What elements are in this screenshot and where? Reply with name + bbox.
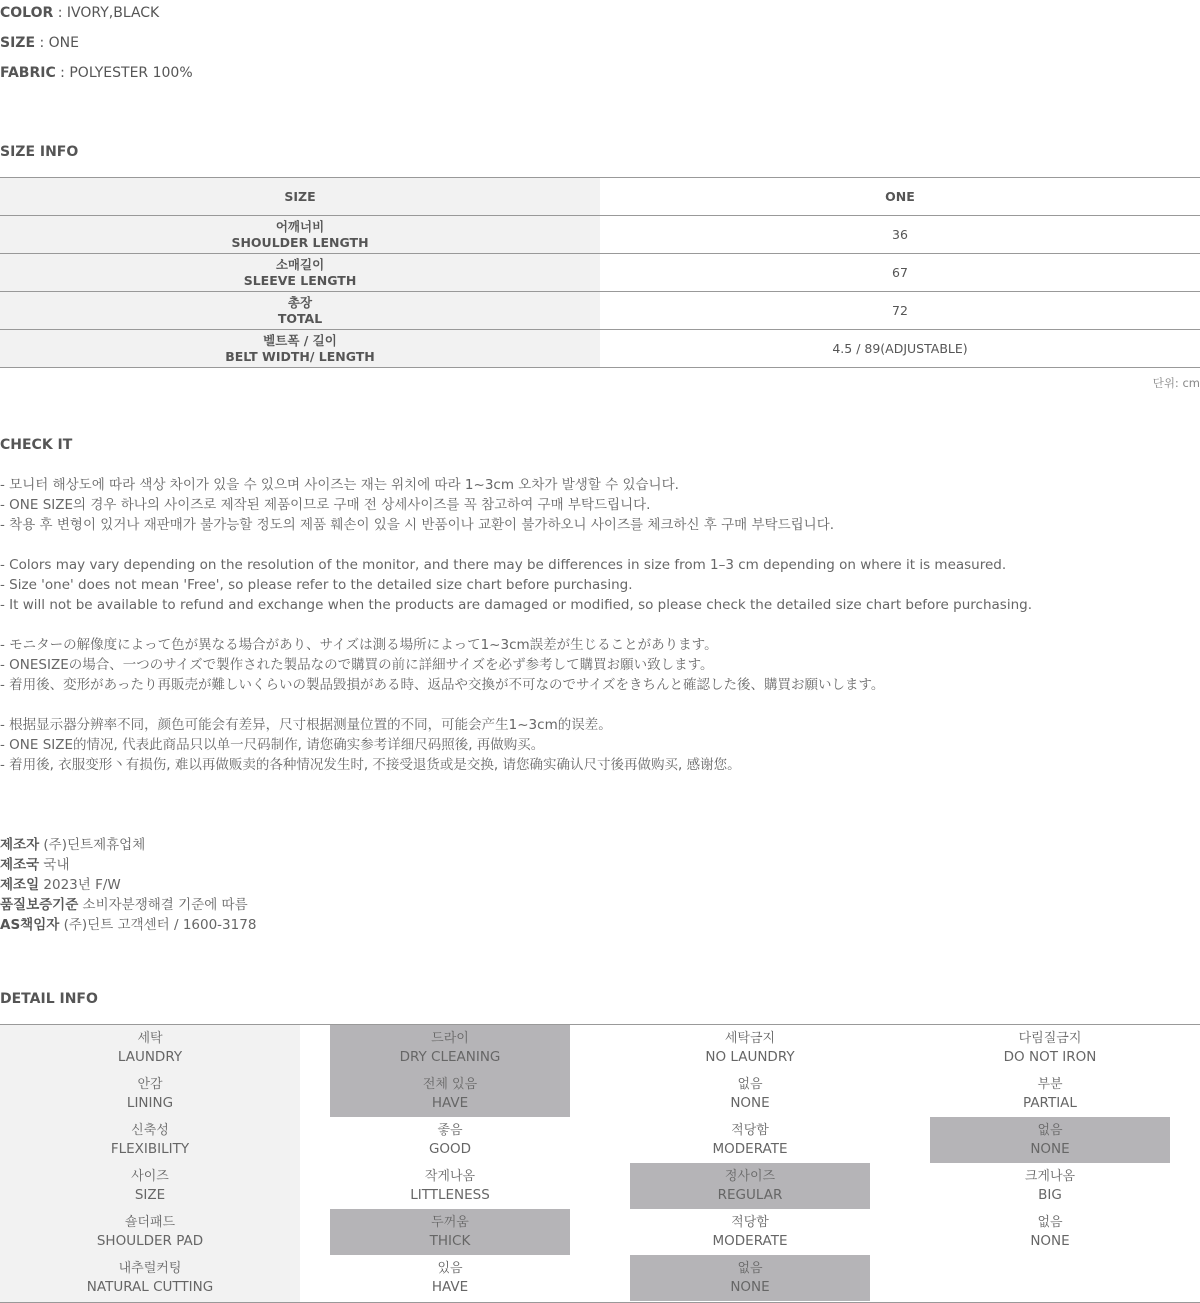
detail-en: MODERATE [712,1233,788,1249]
detail-option [330,1117,570,1163]
detail-ko: 세탁금지 [724,1031,776,1046]
detail-en: LAUNDRY [117,1049,183,1065]
maker-info [0,835,256,935]
maker-value: 소비자분쟁해결 기준에 따름 [78,897,248,913]
detail-en: PARTIAL [1023,1095,1077,1111]
detail-ko: 신축성 [131,1123,169,1138]
size-row-value: 36 [892,227,908,242]
detail-option [930,1163,1170,1209]
detail-ko: 없음 [1037,1215,1063,1230]
spec-value: : POLYESTER 100% [55,65,193,81]
detail-ko: 내추럴커팅 [118,1261,182,1276]
detail-option [630,1117,870,1163]
detail-en: NATURAL CUTTING [86,1279,214,1295]
check-line: - Size 'one' does not mean 'Free', so please refer to the detailed size chart before purchasing. [0,577,633,593]
maker-row [0,875,256,895]
detail-en: LITTLENESS [410,1187,490,1203]
maker-key: 제조국 [0,857,40,873]
detail-option-selected [630,1163,870,1209]
check-line: - ONE SIZE的情况, 代表此商品只以单一尺码制作, 请您确实参考详细尺码照後, 再做购买。 [0,737,545,753]
maker-value: 2023년 F/W [39,877,121,893]
detail-ko: 크게나옴 [1024,1169,1076,1184]
size-row-label [0,216,600,253]
size-row-label [0,254,600,291]
detail-grid [0,1024,1200,1303]
maker-key: AS책임자 [0,917,60,933]
maker-value: (주)딘트제휴업체 [39,837,146,853]
detail-en: NONE [730,1095,770,1111]
detail-en: NONE [1030,1141,1070,1157]
detail-option [930,1071,1170,1117]
check-group-en [0,555,1032,615]
detail-en: DO NOT IRON [1003,1049,1097,1065]
detail-option-selected [630,1255,870,1301]
size-row-belt [0,330,1200,368]
detail-row-label [0,1071,300,1117]
spec-key: SIZE [0,35,36,51]
detail-en: SIZE [134,1187,166,1203]
detail-en: GOOD [428,1141,472,1157]
detail-en: NONE [730,1279,770,1295]
size-row-label [0,330,600,367]
label-en: TOTAL [277,310,323,326]
spec-value: : ONE [35,35,79,51]
label-ko: 총장 [287,294,313,310]
check-line: - 根据显示器分辨率不同，颜色可能会有差异，尺寸根据测量位置的不同，可能会产生1~3cm的误差。 [0,717,612,733]
size-table [0,177,1200,368]
size-row-value: 67 [892,265,908,280]
detail-ko: 적당함 [731,1215,769,1230]
detail-info-title: DETAIL INFO [0,991,98,1007]
check-line: - 착용 후 변형이 있거나 재판매가 불가능할 정도의 제품 훼손이 있을 시 반품이나 교환이 불가하오니 사이즈를 체크하신 후 구매 부탁드립니다. [0,517,835,533]
label-en: SHOULDER LENGTH [231,234,369,250]
check-line: - Colors may vary depending on the resolution of the monitor, and there may be differences in size from 1–3 cm depending on where it is measured. [0,557,1007,573]
detail-ko: 드라이 [431,1031,469,1046]
spec-key: FABRIC [0,65,56,81]
detail-en: SHOULDER PAD [96,1233,204,1249]
detail-option-selected [930,1117,1170,1163]
detail-ko: 없음 [737,1261,763,1276]
size-row-total [0,292,1200,330]
check-line: - ONESIZEの場合、一つのサイズで製作された製品なので購買の前に詳細サイズを必ず参考して購買お願い致します。 [0,657,714,673]
detail-ko: 좋음 [437,1123,463,1138]
detail-row-label [0,1255,300,1301]
detail-option [330,1163,570,1209]
detail-option [930,1025,1170,1071]
detail-ko: 두꺼움 [431,1215,469,1230]
detail-ko: 있음 [437,1261,463,1276]
spec-value: : IVORY,BLACK [53,5,160,21]
check-line: - 모니터 해상도에 따라 색상 차이가 있을 수 있으며 사이즈는 재는 위치에 따라 1~3cm 오차가 발생할 수 있습니다. [0,477,679,493]
detail-ko: 다림질금지 [1018,1031,1082,1046]
detail-ko: 숄더패드 [124,1215,176,1230]
size-info-title: SIZE INFO [0,144,79,160]
size-table-header [0,178,1200,216]
detail-option-selected [330,1025,570,1071]
check-line: - It will not be available to refund and exchange when the products are damaged or modified, so please check the detailed size chart before purchasing. [0,597,1032,613]
maker-key: 제조일 [0,877,40,893]
check-line: - 着用後, 衣服变形丶有损伤, 难以再做贩卖的各种情况发生时, 不接受退货或是交换, 请您确实确认尺寸後再做购买, 感谢您。 [0,757,741,773]
label-en: SLEEVE LENGTH [243,272,357,288]
detail-ko: 세탁 [137,1031,163,1046]
detail-option [630,1209,870,1255]
detail-en: REGULAR [717,1187,783,1203]
size-row-value: 72 [892,303,908,318]
detail-option [930,1209,1170,1255]
label-en: BELT WIDTH/ LENGTH [225,348,375,364]
size-header-value: ONE [885,189,915,204]
maker-row [0,915,256,935]
detail-en: LINING [126,1095,174,1111]
maker-value: (주)딘트 고객센터 / 1600-3178 [59,917,257,933]
label-ko: 어깨너비 [275,218,325,234]
detail-row-label [0,1163,300,1209]
size-row-sleeve [0,254,1200,292]
check-group-zh [0,715,741,775]
detail-ko: 없음 [1037,1123,1063,1138]
check-group-ko [0,475,834,535]
detail-ko: 부분 [1037,1077,1063,1092]
maker-key: 품질보증기준 [0,897,79,913]
detail-row-label [0,1025,300,1071]
spec-key: COLOR [0,5,54,21]
detail-ko: 전체 있음 [422,1077,478,1092]
detail-ko: 적당함 [731,1123,769,1138]
detail-option [330,1255,570,1301]
detail-en: FLEXIBILITY [110,1141,190,1157]
detail-ko: 사이즈 [131,1169,169,1184]
detail-ko: 없음 [737,1077,763,1092]
size-header-label: SIZE [0,178,600,215]
detail-ko: 정사이즈 [724,1169,776,1184]
detail-option-selected [330,1071,570,1117]
check-it-title: CHECK IT [0,437,73,453]
size-row-label [0,292,600,329]
check-group-ja [0,635,884,695]
detail-en: MODERATE [712,1141,788,1157]
unit-note: 단위: cm [1152,376,1200,390]
spec-fabric [0,65,193,81]
detail-en: NO LAUNDRY [705,1049,795,1065]
detail-en: NONE [1030,1233,1070,1249]
label-ko: 소매길이 [275,256,325,272]
check-line: - モニターの解像度によって色が異なる場合があり、サイズは測る場所によって1~3cm誤差が生じることがあります。 [0,637,718,653]
size-row-shoulder [0,216,1200,254]
spec-size [0,35,79,51]
detail-option-selected [330,1209,570,1255]
maker-row [0,855,256,875]
detail-option [630,1071,870,1117]
detail-option [630,1025,870,1071]
detail-row-label [0,1117,300,1163]
detail-en: THICK [429,1233,471,1249]
maker-row [0,895,256,915]
detail-en: HAVE [431,1279,469,1295]
label-ko: 벨트폭 / 길이 [263,332,337,348]
detail-en: BIG [1038,1187,1062,1203]
detail-row-label [0,1209,300,1255]
maker-value: 국내 [39,857,70,873]
detail-ko: 안감 [137,1077,163,1092]
spec-color [0,5,159,21]
check-line: - 着用後、変形があったり再販売が難しいくらいの製品毀損がある時、返品や交換が不可なのでサイズをきちんと確認した後、購買お願いします。 [0,677,885,693]
size-row-value: 4.5 / 89(ADJUSTABLE) [832,341,968,356]
detail-en: HAVE [431,1095,469,1111]
maker-key: 제조자 [0,837,40,853]
maker-row [0,835,256,855]
detail-ko: 작게나옴 [424,1169,476,1184]
check-line: - ONE SIZE의 경우 하나의 사이즈로 제작된 제품이므로 구매 전 상세사이즈를 꼭 참고하여 구매 부탁드립니다. [0,497,651,513]
detail-en: DRY CLEANING [399,1049,501,1065]
